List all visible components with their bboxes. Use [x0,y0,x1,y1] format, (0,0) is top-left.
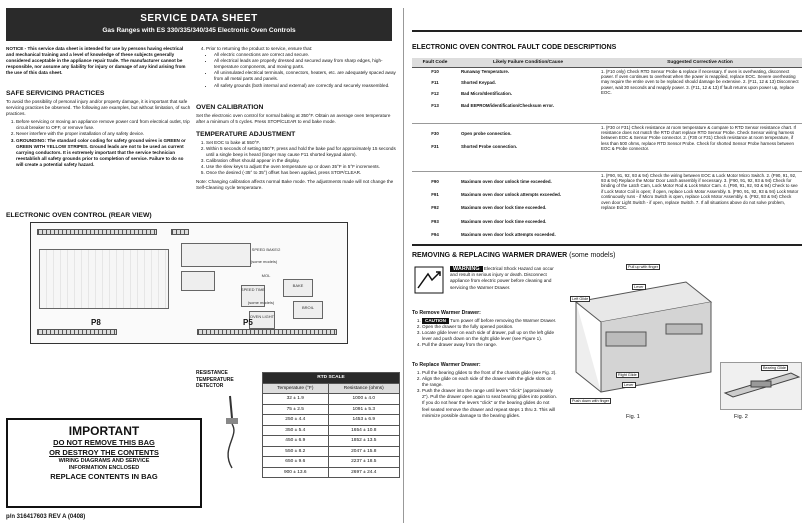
rtd-col-resistance: Resistance (ohms) [328,383,399,394]
table-row: 350 ± 5.4 1654 ± 10.8 [263,425,400,436]
callout-label: Lever [624,383,634,387]
list-item: 1. CAUTION Turn power off before removing the Warmer Drawer. [422,318,558,324]
table-row: 550 ± 8.2 2047 ± 15.8 [263,446,400,457]
callout-label: Bearing Glide [763,366,787,370]
p8-label: P8 [91,318,101,327]
table-row: 900 ± 13.6 2697 ± 24.4 [263,467,400,478]
temp-adjust-note: Note: Changing calibration affects normal Bake mode. The adjustments made will not change the Self-Cleaning cycle temperature. [196,178,394,190]
fault-col-condition: Likely Failure Condition/Cause [458,58,598,67]
part-number: p/n 316417603 REV A (0408) [6,514,86,520]
temp-adjust-list [196,140,396,177]
board-label: BAKE [292,283,304,288]
board-heading: ELECTRONIC OVEN CONTROL (REAR VIEW) [6,212,152,219]
callout-label: Left Glide [572,297,589,301]
figure-2-caption: Fig. 2 [734,414,748,420]
list-item: 4. Use the slew keys to adjust the oven temperature up or down 35°F in 5°F increments. [206,164,396,170]
list-item: 5. Once the desired (-35° to 35°) offset has been applied, press STOP/CLEAR. [206,170,396,176]
board-label: SPEED BAKE/2 [251,247,281,252]
circuit-traces [39,249,169,309]
connector-pins [37,229,157,235]
connector-pins [37,329,117,335]
list-item: 2. Within 5 seconds of setting 550°F, press and hold the bake pad for approximately 15 seconds until a single beep is heard (longer may cause F11 shorted keypad alarm). [206,146,396,158]
temp-adjust-heading: TEMPERATURE ADJUSTMENT [196,131,296,138]
figure-2 [720,362,802,410]
warning-text: Electrical Shock Hazard can occur and result in serious injury or death. Disconnect appliance from electric power before cleaning and servicing the Warmer Drawer. [450,266,554,290]
shock-hazard-icon [414,266,444,294]
replace-steps [412,370,558,419]
caution-label: CAUTION [422,318,449,324]
rtd-probe-illustration [210,392,252,472]
table-row: 650 ± 9.6 2237 ± 18.5 [263,457,400,468]
important-title: IMPORTANT [68,424,140,438]
important-line: OR DESTROY THE CONTENTS [49,448,159,457]
header-banner [6,8,392,41]
fault-heading: ELECTRONIC OVEN CONTROL FAULT CODE DESCRIPTIONS [412,44,617,51]
relay [283,279,313,297]
column-divider [403,8,404,523]
callout-label: Push down with finger [572,399,610,403]
prior-intro: 4. Prior to returning the product to service, ensure that: • All electric connections are correct and secure. • All electrical leads are properly dressed and secured away from sharp edges, high-temperature components, and moving parts. • All uninsulated electrical terminals, connectors, heaters, etc. are adequately spaced away from all metal parts and panels. • All safety grounds (both internal and external) are correctly and securely reassembled. [206,46,396,89]
table-row: 250 ± 4.4 1453 ± 6.9 [263,415,400,426]
list-item: • All electric connections are correct and secure. [214,52,396,58]
list-item: 1. Set EOC to bake at 550°F. [206,140,396,146]
list-item: 2. Open the drawer to the fully opened position. [422,324,558,330]
relay [293,301,323,319]
list-item: 1. Before servicing or moving an appliance remove power cord from electrical outlet, trip circuit breaker to OFF, or remove fuse. [16,119,192,131]
list-item: 3. Push the drawer into the range until levers "click" (approximately 2"). Pull the drawer open again to seat bearing glides into position. If you do not hear the levers "click" or the bearing glides do not feel seated remove the drawer and repeat steps 1 thru 3. This will minimize possible damage to the bearing glides. [422,388,558,418]
safe-servicing-heading: SAFE SERVICING PRACTICES [6,90,105,97]
section-rule [412,244,802,246]
callout-label: Pull up with finger [628,265,658,269]
drawer-heading: REMOVING & REPLACING WARMER DRAWER (some models) [412,252,616,259]
fault-col-action: Suggested Corrective Action [598,58,802,67]
table-row: F90 F91 F92 F93 F94 Maximum oven door unlock time exceeded. Maximum oven door unlock attempts exceeded. Maximum oven door lock time exceeded. Maximum oven door lock time exceeded. Maximum oven door lock attempts exceeded. 1. (F90, 91, 92, 93 & 94) Check the wiring between EOC & Lock Motor Micro Switch. 2. (F90, 91, 92, 93 & 94) Replace the Motor Door Latch assembly if necessary. 3. (F90, 91, 92, 93 & 94) Check for binding of the Latch Cam, Lock Motor Rod & Lock Motor Cam. 4. (F90, 91, 92, 93 & 94) Check to see if Lock Motor Coil is open; if open, replace Lock Motor Assembly. 5. (F90, 91, 92, 93 & 94) Lock Motor continuously runs - if Micro Switch is open, replace Lock Motor Assembly. 6. (F92, 93 & 94) Check oven door Light Switch - if open, replace Switch. 7. If all situations above do not solve problem, replace EOC. [412,171,802,251]
relay [181,271,215,291]
connector-pins [197,329,337,335]
list-item: 2. Align the glide on each side of the drawer with the glide slots on the range. [422,376,558,388]
page-subtitle: Gas Ranges with ES 330/335/340/345 Electronic Oven Controls [102,27,296,34]
list-item: • All electrical leads are properly dressed and secured away from sharp edges, high-temperature components, and moving parts. [214,58,396,70]
rtd-table-title: RTD SCALE [263,373,400,384]
board-label: SPEED TIME [240,287,266,292]
safe-servicing-list [6,119,192,168]
list-item: 3. Calibration offset should appear in the display. [206,158,396,164]
notice-text: This service data sheet is intended for use by persons having electrical and mechanical training and a level of knowledge of these subjects generally considered acceptable in the appliance repair trade. The manufacturer cannot be responsible, nor assume any liability for injury or damage of any kind arising from the use of this data sheet. [6,46,186,76]
figure-1 [566,262,716,410]
list-item: 4. Pull the drawer away from the range. [422,342,558,348]
remove-heading: To Remove Warmer Drawer: [412,310,481,316]
list-item: 2. Never interfere with the proper installation of any safety device. [16,131,192,137]
calibration-text: Set the electronic oven control for normal baking at 350°F. Obtain an average oven temperature after a minimum of 5 cycles. Press STOP/CLEAR to end bake mode. [196,113,391,125]
replace-drawer-section [412,362,558,419]
warning-block [450,266,554,291]
page-title: SERVICE DATA SHEET [140,13,258,24]
rtd-side-label: RESISTANCE TEMPERATURE DETECTOR [196,370,234,389]
list-item: • All uninsulated electrical terminals, connectors, heaters, etc. are adequately spaced away from all metal parts and panels. [214,70,396,82]
board-label: (some models) [247,300,275,305]
connector-pins [171,229,189,235]
board-label: (some models) [250,259,278,264]
list-item: 3. Locate glide lever on each side of drawer, pull up on the left glide lever and push down on the right glide lever (see Figure 1). [422,330,558,342]
table-row: 75 ± 2.5 1091 ± 5.3 [263,404,400,415]
remove-steps [412,318,558,348]
callout-label: Lever [634,285,644,289]
top-rule [412,30,802,32]
calibration-section [196,104,396,125]
list-item: • All safety grounds (both internal and external) are correctly and securely reassembled. [214,83,396,89]
notice-block [6,46,192,76]
fault-col-code: Fault Code [412,58,458,67]
safe-servicing-section [6,90,192,168]
rtd-col-temperature: Temperature (°F) [263,383,329,394]
list-item: 3. GROUNDING: The standard color coding for safety ground wires is GREEN or GREEN WITH YELLOW STRIPES. Ground leads are not to be used as current carrying conductors. It is extremely important that the service technician reestablish all safety grounds prior to completion of service. Failure to do so will create a potential safety hazard. [16,138,192,168]
prior-list [206,52,396,89]
p5-label: P5 [243,318,253,327]
prior-section [196,46,396,89]
board-label: BROIL [301,305,314,310]
list-item: 1. Pull the bearing glides to the front of the chassis glide (see Fig. 2). [422,370,558,376]
important-notice-box [6,418,202,508]
warning-label: WARNING [450,266,483,272]
table-row: 450 ± 6.9 1852 ± 13.5 [263,436,400,447]
remove-drawer-section [412,310,558,348]
temp-adjust-section [196,131,396,191]
important-line: INFORMATION ENCLOSED [68,465,140,471]
table-row: 32 ± 1.9 1000 ± 4.0 [263,394,400,405]
table-row: F10 F11 F12 F13 Runaway Temperature. Shorted Keypad. Bad Micro/Identification. Bad EEPROM/identification/Checksum error. 1. (F10 only) Check RTD Sensor Probe & replace if necessary. If oven is overheating, disconnect power. If oven continues to overheat when the power is reapplied, replace EOC. Severe overheating may require the entire oven to be replaced should damage be extensive. 2. (F11, 12 & 13) Disconnect power, wait 30 seconds and reapply power. 3. (F11, 12 & 13) If fault returns upon power up, replace EOC. [412,67,802,123]
safe-servicing-intro: To avoid the possibility of personal injury and/or property damage, it is important that safe servicing practices be observed. The following are examples, but without limitation, of such practices. [6,99,191,117]
figure-1-caption: Fig. 1 [626,414,640,420]
important-line: WIRING DIAGRAMS AND SERVICE [58,458,150,464]
board-label: OVEN LIGHT [249,314,275,319]
replace-heading: To Replace Warmer Drawer: [412,362,481,368]
important-line: REPLACE CONTENTS IN BAG [50,472,158,481]
calibration-heading: OVEN CALIBRATION [196,104,264,111]
control-board-diagram [30,222,348,344]
notice-label: NOTICE - [6,46,27,51]
important-line: DO NOT REMOVE THIS BAG [53,438,155,447]
callout-label: Right Glide [618,373,637,377]
board-label: MOL [261,273,271,278]
table-row: F30 F31 Open probe connection. Shorted Probe connection. 1. (F30 or F31) Check resistance at room temperature & compare to RTD Sensor resistance chart. If resistance does not match the RTD chart replace RTD Sensor Probe. Check Sensor wiring harness between EOC & Sensor Probe connector. 2. (F30 or F31) Check resistance at room temperature, if less than 500 ohms, replace RTD Sensor Probe. Check for shorted Sensor Probe harness between EOC & Probe connector. [412,123,802,171]
fault-code-table [412,58,802,251]
rtd-scale-table [262,372,400,478]
